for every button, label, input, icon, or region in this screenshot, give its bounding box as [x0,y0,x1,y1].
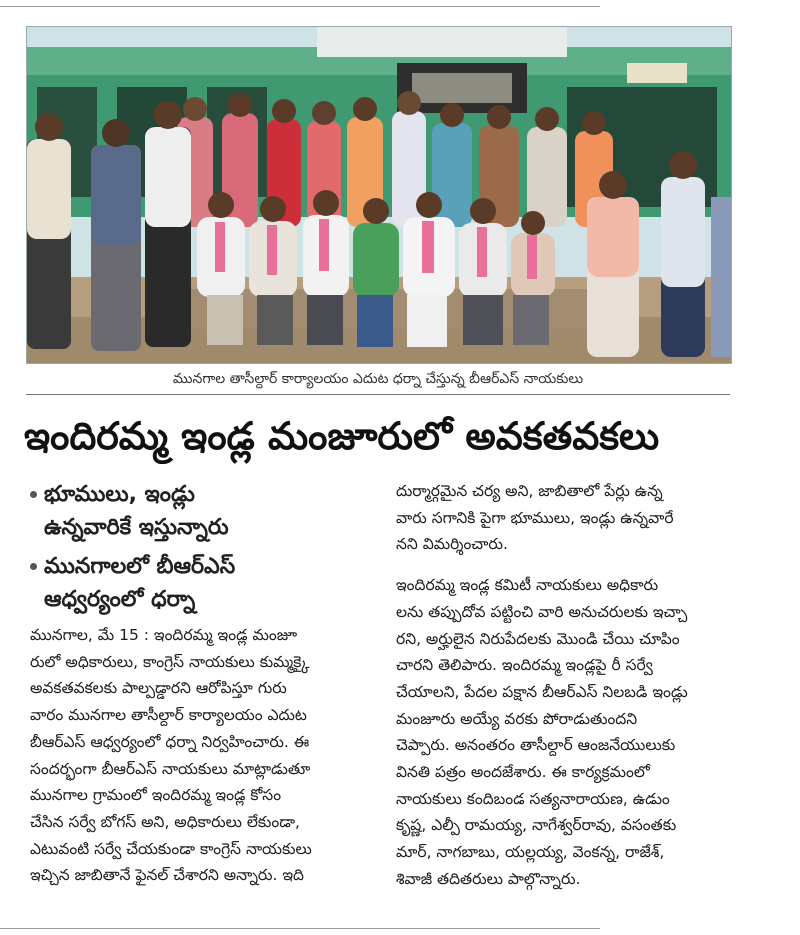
text-line: చారని తెలిపారు. ఇందిరమ్మ ఇండ్లపై రీ సర్వే [396,656,653,675]
text-line: ఇచ్చిన జాబితానే ఫైనల్ చేశారని అన్నారు. ఇది [30,866,304,885]
photo-caption: మునగాల తాసీల్దార్ కార్యాలయం ఎదుట ధర్నా చేస్తున్న బీఆర్ఎస్ నాయకులు [26,366,730,395]
bullet-point [30,550,370,616]
top-rule [0,6,600,7]
text-line: నని విమర్శించారు. [396,535,508,554]
text-line: వారం మునగాల తాసీల్దార్ కార్యాలయం ఎదుట [30,706,307,725]
text-line: అవకతవకలకు పాల్పడ్డారని ఆరోపిస్తూ గురు [30,679,287,698]
text-line: నాయకులు కందిబండ సత్యనారాయణ, ఉడుం [396,789,670,808]
text-line: వారు సగానికి పైగా భూములు, ఇండ్లు ఉన్నవారే [396,508,674,527]
bottom-rule [0,928,600,929]
text-line: సందర్భంగా బీఆర్ఎస్ నాయకులు మాట్లాడుతూ [30,759,311,778]
right-column [396,478,736,893]
text-line: లను తప్పుదోవ పట్టించి వారి అనుచరులకు ఇచ్చా [396,602,688,621]
bullet-line: ఆధ్వర్యంలో ధర్నా [44,587,196,612]
text-line: చేయాలని, పేదల పక్షాన బీఆర్ఎస్ నిలబడి ఇండ్లు [396,682,688,701]
article-body-left [30,622,370,889]
bullet-point [30,478,370,544]
headline: ఇందిరమ్మ ఇండ్ల మంజూరులో అవకతవకలు [24,414,660,458]
text-line: మునగాల గ్రామంలో ఇందిరమ్మ ఇండ్ల కోసం [30,786,282,805]
text-line: చేసిన సర్వే బోగస్ అని, అధికారులు లేకుండా, [30,812,300,831]
text-line: రులో అధికారులు, కాంగ్రెస్ నాయకులు కుమ్మక్కై [30,652,310,671]
news-photo [26,26,732,364]
text-line: మునగాల, మే 15 : ఇందిరమ్మ ఇండ్ల మంజూ [30,626,298,644]
bullet-dot-icon [30,563,37,570]
text-line: బీఆర్ఎస్ ఆధ్వర్యంలో ధర్నా నిర్వహించారు. ఈ [30,732,310,751]
text-line: మార్, నాగబాబు, యల్లయ్య, వెంకన్న, రాజేశ్, [396,843,665,862]
bullet-line: ఉన్నవారికే ఇస్తున్నారు [44,515,229,540]
left-column [30,478,370,889]
text-line: వినతి పత్రం అందజేశారు. ఈ కార్యక్రమంలో [396,763,650,782]
text-line: దుర్మార్గమైన చర్య అని, జాబితాలో పేర్లు ఉన్న [396,482,663,500]
text-line: మంజూరు అయ్యే వరకు పోరాడుతుందని [396,709,638,728]
paragraph-gap [396,558,736,572]
text-line: చెప్పారు. అనంతరం తాసీల్దార్ ఆంజనేయులుకు [396,736,676,755]
bullet-line: మునగాలలో బీఆర్ఎస్ [44,554,236,579]
text-line: శివాజీ తదితరులు పాల్గొన్నారు. [396,869,581,888]
bullet-line: భూములు, ఇండ్లు [44,482,195,507]
text-line: రని, అర్హులైన నిరుపేదలకు మొండి చేయి చూపిం [396,629,680,648]
bullet-dot-icon [30,491,37,498]
text-line: ఇందిరమ్మ ఇండ్ల కమిటీ నాయకులు అధికారు [396,576,659,595]
text-line: ఎటువంటి సర్వే చేయకుండా కాంగ్రెస్ నాయకులు [30,839,312,858]
text-line: కృష్ణ, ఎల్పీ రామయ్య, నాగేశ్వర్‌రావు, వసంతకు [396,816,677,835]
